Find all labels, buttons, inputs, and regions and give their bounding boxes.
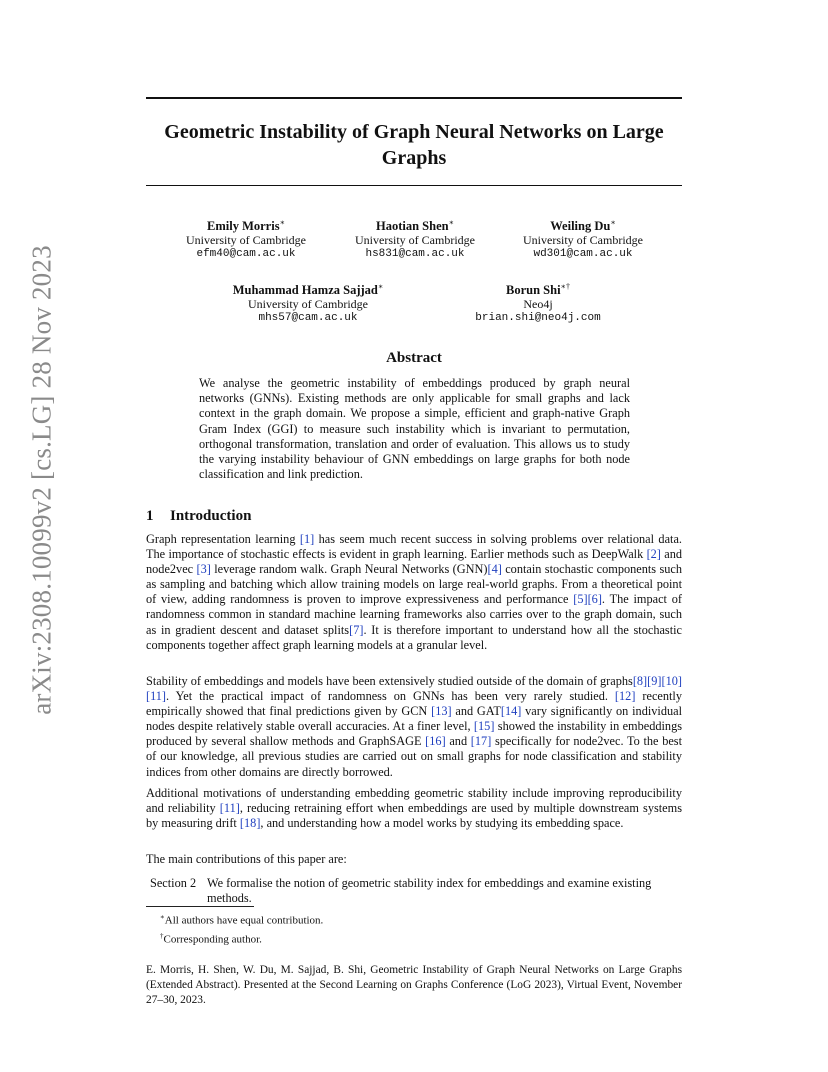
paragraph-text: leverage random walk. Graph Neural Networks (GNN)	[210, 562, 488, 577]
citation-link[interactable]: [17]	[470, 734, 492, 749]
citation-link[interactable]: [13]	[431, 704, 452, 719]
citation-link[interactable]: [2]	[646, 547, 661, 562]
paragraph-text: vary significantly on individual nodes despite relatively stable overall accuracies. At a finer level,	[146, 704, 682, 734]
citation-link[interactable]: [5]	[573, 592, 588, 607]
author-block	[156, 216, 336, 261]
section-title: Introduction	[170, 508, 252, 524]
citation-link[interactable]: [18]	[239, 816, 261, 831]
paragraph-text: specifically for node2vec. To the best of our knowledge, all previous studies are carried out on small graphs for node classification and stability indices from other domains are directly borrowed.	[146, 734, 682, 779]
contribution-item	[146, 876, 682, 906]
author-affiliation: University of Cambridge	[523, 233, 643, 248]
citation-link[interactable]: [7]	[349, 622, 364, 637]
paragraph-text: and	[445, 734, 471, 749]
body-paragraph	[146, 852, 682, 867]
section-number: 1	[146, 508, 154, 524]
citation-link[interactable]: [15]	[473, 719, 495, 734]
paragraph-text: Graph representation learning	[146, 532, 300, 546]
author-affiliation: Neo4j	[523, 297, 553, 312]
author-block	[448, 280, 628, 325]
citation-link[interactable]: [4]	[487, 562, 502, 577]
author-email[interactable]: efm40@cam.ac.uk	[196, 248, 296, 261]
paragraph-text: contain stochastic components such as sampling and batching which allow training models on large real-world graphs. From a theoretical point of view, adding randomness is proven to improve expressiveness and performance	[146, 562, 682, 607]
paragraph-text: recently empirically showed that final predictions given by GCN	[146, 689, 682, 719]
paragraph-text: Additional motivations of understanding embedding geometric stability include improving reproducibility and reliability	[146, 786, 682, 816]
paragraph-text: Stability of embeddings and models have been extensively studied outside of the domain of graphs	[146, 674, 633, 688]
section-heading	[146, 508, 251, 525]
footnotes	[160, 910, 323, 947]
venue-citation: E. Morris, H. Shen, W. Du, M. Sajjad, B. Shi, Geometric Instability of Graph Neural Networks on Large Graphs (Extended Abstract). Presented at the Second Learning on Graphs Conference (LoG 2023), Virtual Event, November 27–30, 2023.	[146, 964, 682, 1006]
body-paragraph	[146, 532, 682, 653]
author-block	[493, 216, 673, 261]
paragraph-text: , reducing retraining effort when embeddings are used by multiple downstream systems by measuring drift	[146, 801, 682, 831]
paragraph-text: and GAT	[451, 704, 501, 719]
paragraph-text: , and understanding how a model works by studying its embedding space.	[260, 816, 624, 831]
paragraph-text: The main contributions of this paper are:	[146, 852, 347, 866]
contribution-text: We formalise the notion of geometric stability index for embeddings and examine existing methods.	[207, 876, 652, 905]
author-name: Emily Morris∗	[207, 218, 285, 234]
author-email[interactable]: brian.shi@neo4j.com	[475, 312, 601, 325]
author-block	[325, 216, 505, 261]
author-email[interactable]: mhs57@cam.ac.uk	[258, 312, 358, 325]
citation-link[interactable]: [3]	[196, 562, 211, 577]
title-rule-bottom	[146, 185, 682, 186]
abstract-text: We analyse the geometric instability of embeddings produced by graph neural networks (GNNs). Existing methods are only applicable for small graphs and lack context in the graph domain. We propose a simple, efficient and graph-native Graph Gram Index (GGI) to measure such instability which is invariant to permutation, orthogonal transformation, translation and order of evaluation. This allows us to study the varying instability behaviour of GNN embeddings on large graphs for both node classification and link prediction.	[199, 376, 630, 482]
author-name: Borun Shi∗†	[506, 282, 570, 298]
citation-link[interactable]: [1]	[299, 532, 315, 546]
paragraph-text: and node2vec	[146, 547, 682, 577]
author-affiliation: University of Cambridge	[355, 233, 475, 248]
footnote: ∗All authors have equal contribution.	[160, 913, 324, 927]
abstract-heading: Abstract	[386, 350, 442, 366]
author-affiliation: University of Cambridge	[248, 297, 368, 312]
body-paragraph	[146, 786, 682, 831]
citation-link[interactable]: [14]	[500, 704, 522, 719]
paragraph-text: has seem much recent success in solving problems over relational data. The importance of stochastic effects is evident in graph learning. Earlier methods such as DeepWalk	[146, 532, 682, 562]
title-rule-top	[146, 97, 682, 99]
author-name: Muhammad Hamza Sajjad∗	[232, 282, 384, 298]
body-paragraph	[146, 674, 682, 780]
author-name: Weiling Du∗	[550, 218, 616, 234]
citation-link[interactable]: [9]	[647, 674, 662, 688]
footnote-rule	[146, 906, 254, 907]
contribution-label[interactable]: Section 2	[150, 876, 197, 890]
paper-title: Geometric Instability of Graph Neural Networks on Large Graphs	[164, 121, 664, 169]
author-affiliation: University of Cambridge	[186, 233, 306, 248]
paragraph-text: showed the instability in embeddings produced by several shallow methods and GraphSAGE	[146, 719, 682, 749]
author-block	[220, 280, 396, 325]
arxiv-stamp: arXiv:2308.10099v2 [cs.LG] 28 Nov 2023	[26, 245, 57, 715]
citation-link[interactable]: [11]	[219, 801, 240, 816]
author-name: Haotian Shen∗	[375, 218, 455, 234]
citation-link[interactable]: [6]	[587, 592, 602, 607]
author-email[interactable]: wd301@cam.ac.uk	[533, 248, 633, 261]
paragraph-text: . Yet the practical impact of randomness on GNNs has been very rarely studied.	[166, 689, 615, 704]
citation-link[interactable]: [8]	[632, 674, 648, 688]
citation-link[interactable]: [16]	[425, 734, 446, 749]
citation-link[interactable]: [10]	[661, 674, 682, 688]
citation-link[interactable]: [12]	[614, 689, 636, 704]
citation-link[interactable]: [11]	[146, 689, 167, 704]
paragraph-text: . It is therefore important to understand how all the stochastic components together affect graph learning models at a granular level.	[146, 622, 683, 652]
author-email[interactable]: hs831@cam.ac.uk	[365, 248, 465, 261]
footnote: †Corresponding author.	[160, 931, 262, 946]
paragraph-text: . The impact of randomness common in standard machine learning frameworks also carries over to the graph domain, such as in gradient descent and dataset splits	[146, 592, 682, 637]
